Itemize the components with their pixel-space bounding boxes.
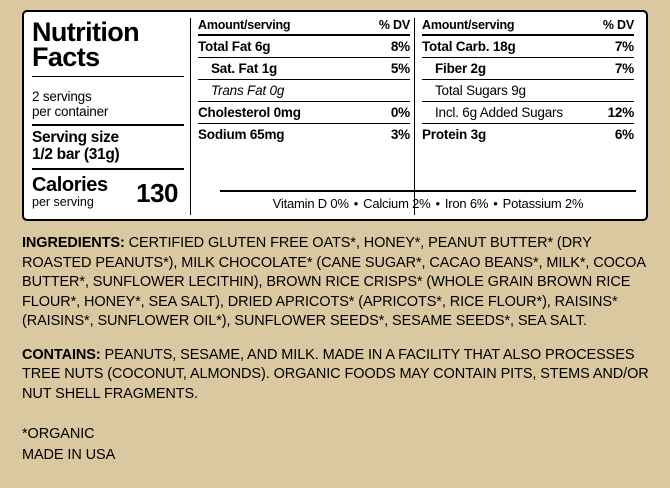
nutrient-row (422, 101, 634, 123)
nutrient-name: Total Fat 6g (198, 39, 271, 54)
serving-size (32, 129, 184, 163)
nutrient-row (198, 57, 410, 79)
nutrient-dv: 7% (614, 39, 634, 54)
nutrient-row (422, 123, 634, 145)
divider-above-serving-size (32, 124, 184, 126)
contains-heading: CONTAINS: (22, 346, 101, 363)
nutrient-row (198, 34, 410, 57)
calories-label-main: Calories (32, 174, 108, 196)
nutrient-name: Trans Fat 0g (211, 83, 285, 98)
ingredients-text: CERTIFIED GLUTEN FREE OATS*, HONEY*, PEANUT BUTTER* (DRY ROASTED PEANUTS*), MILK CHOCOLATE* (CANE SUGAR*, CACAO BEANS*, MILK*, COCOA BUTTER*, SUNFLOWER LECITHIN), BROWN RICE CRISPS* (WHOLE GRAIN BROWN RICE FLOUR*, HONEY*, SEA SALT), DRIED APRICOTS* (APRICOTS*, RICE FLOUR*), RAISINS* (RAISINS*, SUNFLOWER OIL*), SUNFLOWER SEEDS*, SESAME SEEDS*, SEA SALT. (22, 235, 646, 329)
contains-paragraph (22, 346, 652, 405)
column-two-header-amount: Amount/serving (422, 18, 515, 32)
origin-note: MADE IN USA (22, 447, 116, 463)
nutrient-row (422, 79, 634, 101)
nutrient-column-one (198, 18, 414, 215)
nutrient-dv: 12% (607, 105, 634, 120)
page-title: Nutrition Facts (32, 17, 140, 72)
nutrient-column-two (422, 18, 638, 215)
nutrient-row (422, 57, 634, 79)
micronutrient-calcium: Calcium 2% (363, 196, 431, 211)
nutrition-facts-panel (22, 10, 648, 221)
micronutrient-strip (220, 190, 636, 211)
ingredients-heading: INGREDIENTS: (22, 235, 125, 251)
servings-per-container (32, 89, 184, 119)
nutrient-dv: 5% (390, 61, 410, 76)
nutrient-dv: 0% (390, 105, 410, 120)
nutrient-name: Total Sugars 9g (435, 83, 526, 98)
servings-line-1: 2 servings (32, 89, 92, 104)
bullet-separator-icon: • (353, 196, 359, 211)
nutrition-facts-title-column (32, 18, 190, 215)
nutrient-row (198, 123, 410, 145)
vertical-divider-2 (414, 18, 415, 215)
calories-label (32, 175, 108, 209)
bullet-separator-icon: • (435, 196, 440, 211)
ingredients-section (22, 234, 652, 466)
footer-notes (22, 424, 652, 466)
contains-text: PEANUTS, SESAME, AND MILK. MADE IN A FACILITY THAT ALSO PROCESSES TREE NUTS (COCONUT, ALMONDS). ORGANIC FOODS MAY CONTAIN PITS, STEMS AND/OR NUT SHELL FRAGMENTS. (22, 346, 649, 402)
ingredients-paragraph (22, 234, 652, 332)
nutrient-name: Total Carb. 18g (422, 39, 516, 54)
servings-line-2: per container (32, 104, 109, 119)
nutrient-name: Sodium 65mg (198, 127, 285, 142)
serving-size-value: 1/2 bar (31g) (32, 146, 120, 163)
micronutrient-vitamin-d: Vitamin D 0% (272, 196, 349, 211)
micronutrient-potassium: Potassium 2% (502, 196, 584, 211)
nutrient-dv: 7% (614, 61, 634, 76)
bullet-separator-icon: • (493, 196, 498, 211)
serving-size-label: Serving size (32, 129, 119, 146)
nutrient-name: Protein 3g (422, 127, 487, 142)
nutrient-name: Cholesterol 0mg (198, 105, 301, 120)
calories-row (32, 175, 184, 209)
column-one-header-amount: Amount/serving (198, 18, 291, 32)
organic-note: *ORGANIC (22, 426, 95, 442)
nutrient-row (198, 101, 410, 123)
micronutrient-iron: Iron 6% (444, 196, 489, 211)
divider-under-title (32, 76, 184, 77)
calories-value: 130 (136, 177, 178, 208)
vertical-divider-1 (190, 18, 191, 215)
column-one-header-dv: % DV (378, 18, 410, 32)
nutrient-dv: 8% (390, 39, 410, 54)
nutrient-dv: 6% (614, 127, 634, 142)
calories-label-sub: per serving (32, 195, 94, 209)
nutrient-name: Incl. 6g Added Sugars (435, 105, 563, 120)
column-one-header (198, 18, 410, 34)
divider-above-calories (32, 168, 184, 170)
nutrient-row (198, 79, 410, 101)
nutrient-row (422, 34, 634, 57)
nutrient-name: Sat. Fat 1g (211, 61, 278, 76)
nutrient-dv: 3% (390, 127, 410, 142)
nutrient-name: Fiber 2g (435, 61, 486, 76)
column-two-header-dv: % DV (602, 18, 634, 32)
column-two-header (422, 18, 634, 34)
